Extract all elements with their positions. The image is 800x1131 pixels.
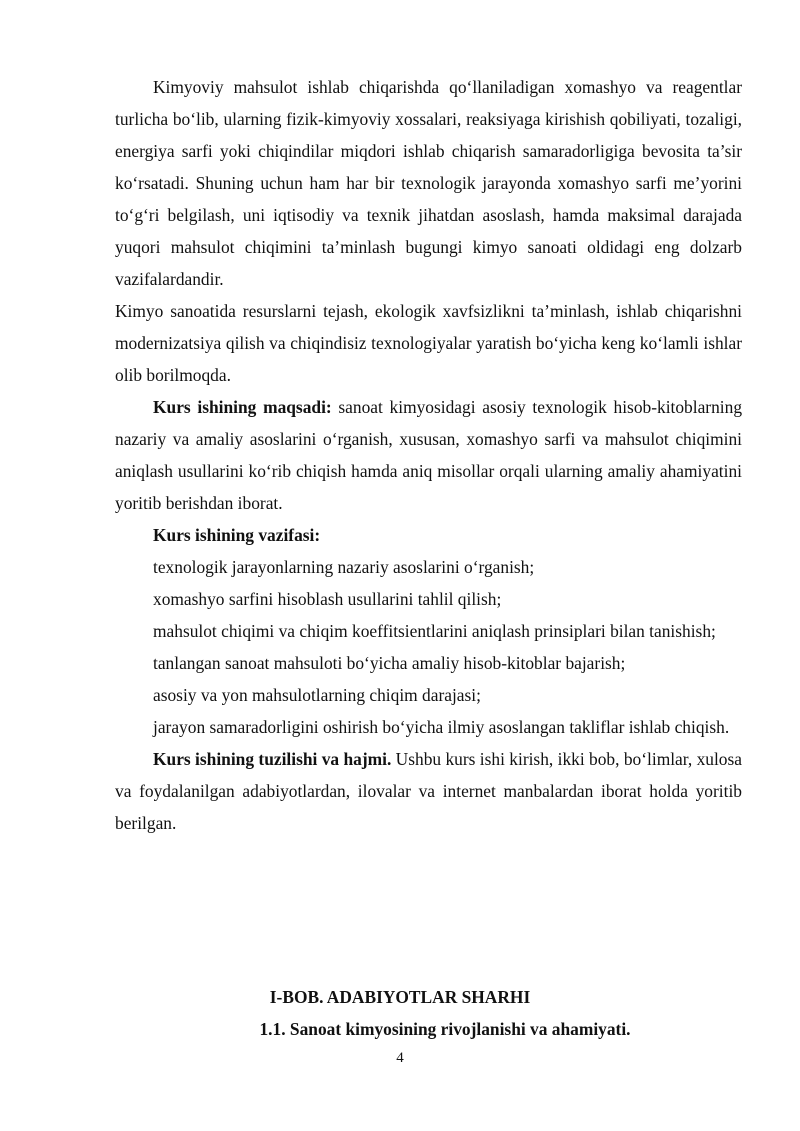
structure-text: Ushbu kurs ishi kirish, ikki bob, bo‘limlar, xulosa va foydalanilgan adabiyotlardan, ilovalar va internet manbalardan iborat holda yoritib berilgan. [115,749,742,833]
tasks-heading [115,519,742,551]
goal-paragraph [115,391,742,519]
task-item: xomashyo sarfini hisoblash usullarini tahlil qilish; [153,589,502,609]
task-item: mahsulot chiqimi va chiqim koeffitsientlarini aniqlash prinsiplari bilan tanishish; [153,621,716,641]
task-item: asosiy va yon mahsulotlarning chiqim darajasi; [153,685,481,705]
goal-text: sanoat kimyosidagi asosiy texnologik hisob-kitoblarning nazariy va amaliy asoslarini o‘rganish, xususan, xomashyo sarfi va mahsulot chiqimini aniqlash usullarini ko‘rib chiqish hamda aniq misollar orqali ularning amaliy ahamiyatini yoritib berishdan iborat. [115,397,743,513]
structure-label: Kurs ishining tuzilishi va hajmi. [153,749,392,769]
industry-paragraph: Kimyo sanoatida resurslarni tejash, ekologik xavfsizlikni ta’minlash, ishlab chiqarishni modernizatsiya qilish va chiqindisiz texnologiyalar yaratish bo‘yicha keng ko‘lamli ishlar olib borilmoqda. [115,301,742,385]
task-item: jarayon samaradorligini oshirish bo‘yicha ilmiy asoslangan takliflar ishlab chiqish. [153,717,730,737]
section-title: 1.1. Sanoat kimyosining rivojlanishi va ahamiyati. [259,1019,631,1039]
body-text [115,71,742,839]
structure-paragraph [115,743,742,839]
tasks-label: Kurs ishining vazifasi: [153,525,321,545]
page-number: 4 [396,1050,404,1066]
goal-label: Kurs ishining maqsadi: [153,397,332,417]
chapter-title: I-BOB. ADABIYOTLAR SHARHI [269,987,531,1007]
intro-paragraph: Kimyoviy mahsulot ishlab chiqarishda qo‘llaniladigan xomashyo va reagentlar turlicha bo‘lib, ularning fizik-kimyoviy xossalari, reaksiyaga kirishish qobiliyati, tozaligi, energiya sarfi yoki chiqindilar miqdori ishlab chiqarish samaradorligiga bevosita ta’sir ko‘rsatadi. Shuning uchun ham har bir texnologik jarayonda xomashyo sarfi me’yorini to‘g‘ri belgilash, uni iqtisodiy va texnik jihatdan asoslash, hamda maksimal darajada yuqori mahsulot chiqimini ta’minlash bugungi kimyo sanoati oldidagi eng dolzarb vazifalardandir. [115,77,742,289]
task-item: tanlangan sanoat mahsuloti bo‘yicha amaliy hisob-kitoblar bajarish; [153,653,626,673]
task-item: texnologik jarayonlarning nazariy asoslarini o‘rganish; [153,557,535,577]
